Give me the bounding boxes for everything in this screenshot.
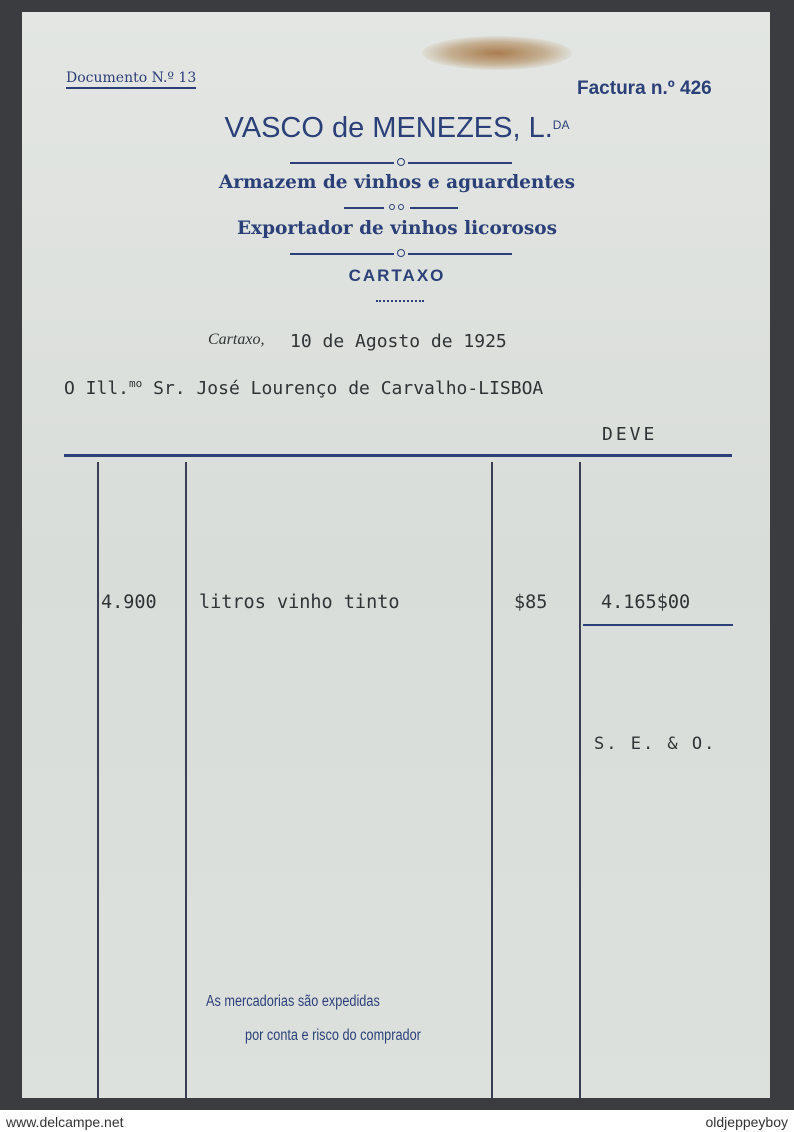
column-divider-4 xyxy=(579,462,581,1098)
deve-label: DEVE xyxy=(602,424,658,445)
company-name xyxy=(0,112,794,145)
business-line-2: Exportador de vinhos licorosos xyxy=(236,218,558,239)
addressee-prefix-sup: mo xyxy=(129,377,143,390)
footnote-line-1: As mercadorias são expedidas xyxy=(206,993,380,1010)
company-suffix: DA xyxy=(552,118,570,132)
paper-stain xyxy=(422,36,572,70)
item-description: litros vinho tinto xyxy=(199,592,400,613)
seo-note: S. E. & O. xyxy=(594,734,717,754)
watermark-right: oldjeppeyboy xyxy=(705,1114,788,1130)
item-unit-price: $85 xyxy=(514,592,548,613)
column-divider-1 xyxy=(97,462,99,1098)
date-place: Cartaxo, xyxy=(208,331,265,348)
total-underline xyxy=(583,624,733,626)
watermark-left: www.delcampe.net xyxy=(6,1114,124,1130)
addressee-prefix: O Ill. xyxy=(64,378,130,399)
addressee-line xyxy=(64,377,543,399)
invoice-date: 10 de Agosto de 1925 xyxy=(290,331,507,352)
town-name: CARTAXO xyxy=(348,266,446,285)
item-total: 4.165$00 xyxy=(601,592,691,613)
invoice-number: Factura n.º 426 xyxy=(577,78,712,99)
ornament-dots xyxy=(376,300,424,302)
ornament-divider-3 xyxy=(290,249,512,259)
item-quantity: 4.900 xyxy=(101,592,157,613)
column-divider-3 xyxy=(491,462,493,1098)
footnote-line-2: por conta e risco do comprador xyxy=(245,1027,421,1044)
document-number: Documento N.º 13 xyxy=(66,70,196,89)
addressee-name: Sr. José Lourenço de Carvalho-LISBOA xyxy=(153,378,544,399)
company-name-text: VASCO de MENEZES, L. xyxy=(224,112,553,144)
column-divider-2 xyxy=(185,462,187,1098)
ornament-divider-2 xyxy=(344,203,458,213)
ornament-divider-1 xyxy=(290,158,512,168)
table-top-rule xyxy=(64,454,732,457)
business-line-1: Armazem de vinhos e aguardentes xyxy=(218,172,576,193)
